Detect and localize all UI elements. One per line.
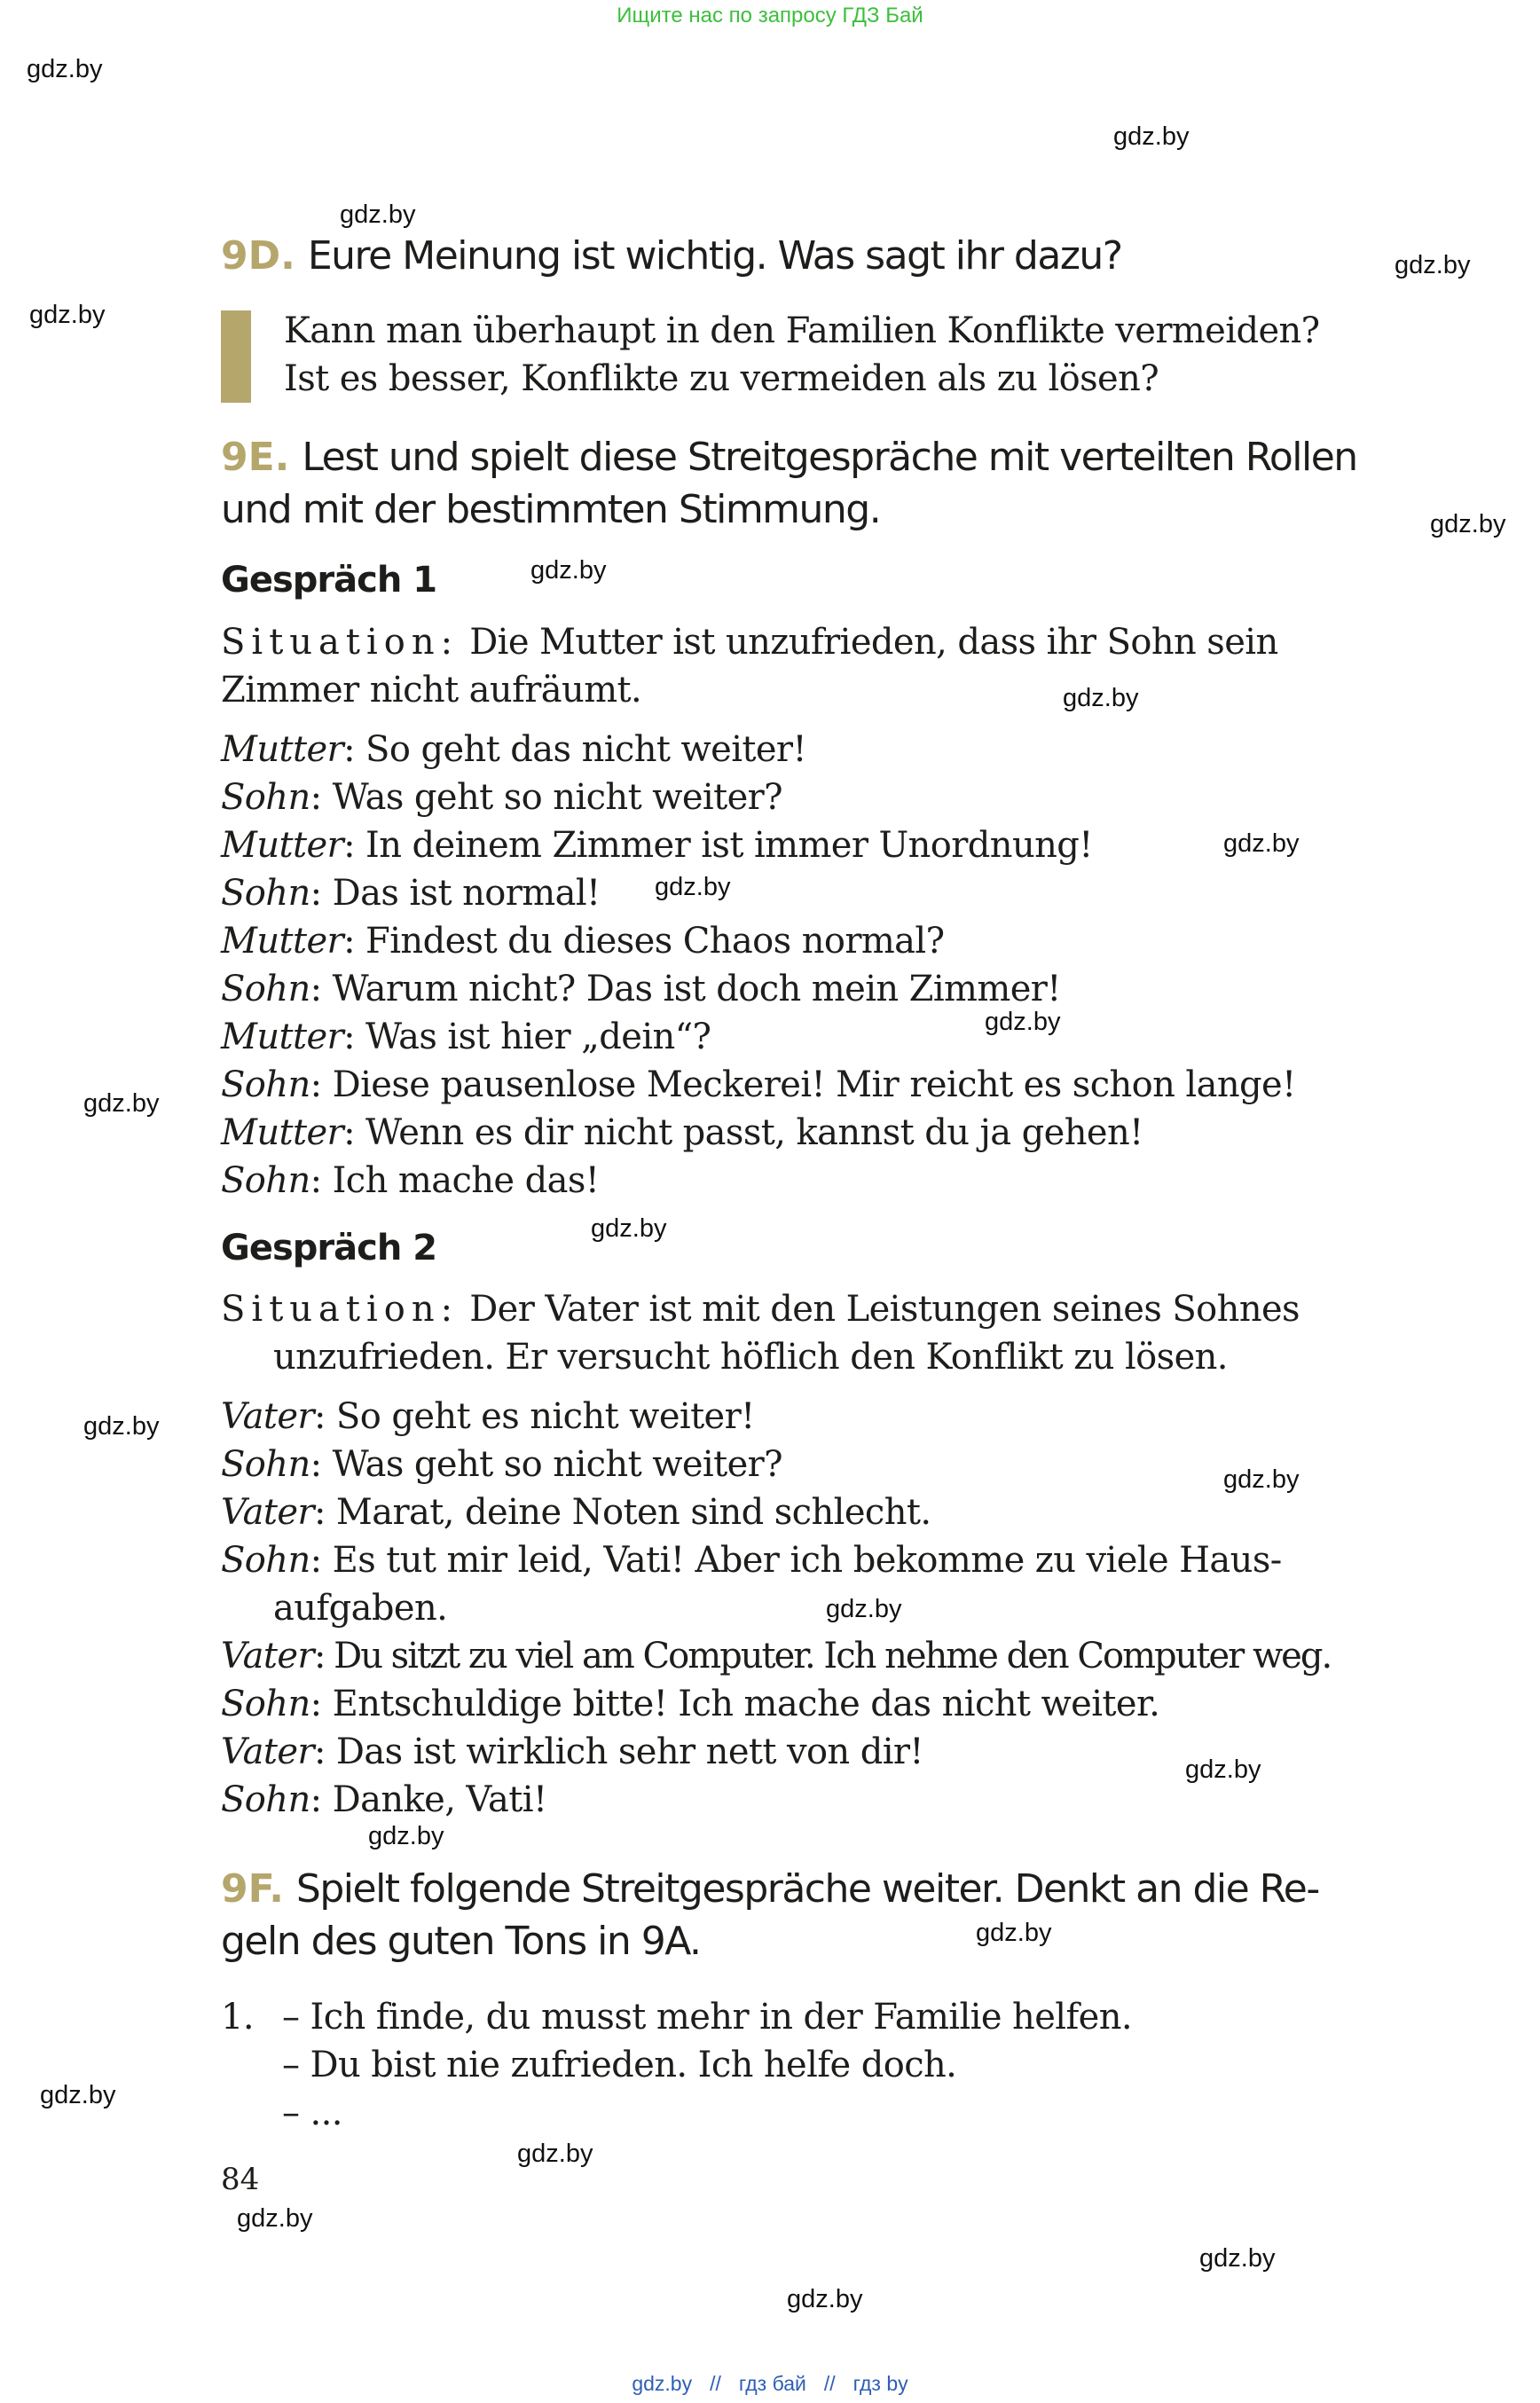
exercise-title-line: Spielt folgende Streitgespräche weiter. Denkt an die Re-	[295, 1866, 1319, 1912]
speaker: Mutter	[221, 1112, 344, 1153]
speaker: Sohn	[221, 1779, 310, 1820]
list-item-number: 1.	[221, 1997, 254, 2038]
watermark: gdz.by	[1430, 510, 1506, 538]
speaker: Mutter	[221, 921, 344, 962]
utterance: : Ich mache das!	[310, 1160, 600, 1201]
dialog-line	[221, 821, 1093, 869]
exercise-number: 9D.	[221, 233, 295, 279]
dialog-line	[221, 1728, 923, 1776]
watermark: gdz.by	[40, 2081, 116, 2109]
utterance: : Es tut mir leid, Vati! Aber ich bekomme zu viele Haus-	[310, 1540, 1282, 1581]
link-gdz-by[interactable]: gdz.by	[632, 2372, 693, 2395]
utterance: : Entschuldige bitte! Ich mache das nicht weiter.	[310, 1684, 1160, 1724]
dialog-line	[221, 1488, 931, 1536]
dialog-line	[221, 869, 600, 917]
dialog-line	[221, 1441, 782, 1488]
situation-line	[221, 618, 1278, 666]
utterance: : Wenn es dir nicht passt, kannst du ja gehen!	[343, 1112, 1143, 1153]
question-line: Ist es besser, Konflikte zu vermeiden als zu lösen?	[284, 358, 1159, 399]
dialog-line: – Ich finde, du musst mehr in der Familie helfen.	[282, 1997, 1133, 2038]
utterance: : Was ist hier „dein“?	[343, 1017, 711, 1057]
exercise-title: Eure Meinung ist wichtig. Was sagt ihr dazu?	[307, 233, 1122, 279]
dialog-line: – Du bist nie zufrieden. Ich helfe doch.	[282, 2045, 957, 2085]
speaker: Sohn	[221, 1160, 310, 1201]
dialog-line	[221, 1157, 599, 1205]
watermark: gdz.by	[27, 55, 103, 83]
watermark: gdz.by	[83, 1089, 160, 1118]
top-banner[interactable]: Ищите нас по запросу ГДЗ Бай	[617, 4, 923, 27]
watermark: gdz.by	[655, 873, 731, 901]
situation-line	[221, 1285, 1300, 1333]
dialog-line	[221, 1393, 755, 1441]
dialog-line	[221, 1013, 711, 1061]
watermark: gdz.by	[29, 301, 106, 329]
situation-label: Situation:	[221, 622, 460, 663]
utterance: : Du sitzt zu viel am Computer. Ich nehme den Computer weg.	[313, 1636, 1332, 1677]
speaker: Sohn	[221, 777, 310, 818]
watermark: gdz.by	[787, 2285, 863, 2313]
exercise-title-line: Lest und spielt diese Streitgespräche mit verteilten Rollen	[302, 435, 1357, 480]
watermark: gdz.by	[591, 1214, 667, 1243]
speaker: Vater	[221, 1636, 314, 1677]
watermark: gdz.by	[1223, 829, 1300, 858]
exercise-number: 9E.	[221, 435, 290, 480]
speaker: Sohn	[221, 969, 310, 1009]
situation-line: Zimmer nicht aufräumt.	[221, 670, 642, 711]
watermark: gdz.by	[368, 1822, 444, 1850]
speaker: Sohn	[221, 873, 310, 914]
speaker: Mutter	[221, 729, 344, 770]
watermark: gdz.by	[985, 1008, 1061, 1036]
dialog-line	[221, 917, 944, 965]
speaker: Vater	[221, 1492, 314, 1533]
speaker: Vater	[221, 1396, 314, 1437]
exercise-9f-heading	[221, 1866, 1319, 1912]
watermark: gdz.by	[237, 2204, 313, 2233]
utterance: : In deinem Zimmer ist immer Unordnung!	[343, 825, 1093, 866]
watermark: gdz.by	[517, 2140, 593, 2168]
speaker: Sohn	[221, 1684, 310, 1724]
situation-text: Der Vater ist mit den Leistungen seines Sohnes	[469, 1289, 1300, 1330]
link-separator: //	[710, 2372, 721, 2395]
utterance: : Was geht so nicht weiter?	[310, 1444, 783, 1485]
dialog-line	[221, 1536, 1282, 1584]
speaker: Mutter	[221, 1017, 344, 1057]
utterance: : Warum nicht? Das ist doch mein Zimmer!	[310, 969, 1061, 1009]
dialog-line	[273, 1584, 447, 1632]
link-separator: //	[823, 2372, 836, 2395]
dialog-line: – ...	[282, 2093, 342, 2133]
situation-text: Die Mutter ist unzufrieden, dass ihr Sohn sein	[469, 622, 1278, 663]
watermark: gdz.by	[976, 1919, 1052, 1947]
watermark: gdz.by	[1185, 1755, 1261, 1784]
dialog-line	[221, 965, 1061, 1013]
utterance: : Marat, deine Noten sind schlecht.	[313, 1492, 931, 1533]
watermark: gdz.by	[1199, 2244, 1276, 2273]
exercise-title-line: geln des guten Tons in 9A.	[221, 1919, 701, 1964]
utterance: : Diese pausenlose Meckerei! Mir reicht es schon lange!	[310, 1064, 1296, 1105]
utterance: : Das ist normal!	[310, 873, 601, 914]
watermark: gdz.by	[1223, 1465, 1300, 1494]
bottom-links	[0, 2372, 1540, 2396]
speaker: Sohn	[221, 1064, 310, 1105]
dialog-line	[221, 1632, 1331, 1680]
speaker: Mutter	[221, 825, 344, 866]
speaker: Sohn	[221, 1540, 310, 1581]
speaker: Vater	[221, 1732, 314, 1772]
dialog-line	[221, 1061, 1296, 1109]
dialog-line	[221, 774, 782, 821]
question-line: Kann man überhaupt in den Familien Konflikte vermeiden?	[284, 310, 1320, 351]
utterance: : So geht das nicht weiter!	[343, 729, 806, 770]
watermark: gdz.by	[1395, 251, 1471, 279]
watermark: gdz.by	[530, 556, 607, 585]
dialog-1-title: Gespräch 1	[221, 560, 437, 601]
watermark: gdz.by	[1113, 122, 1190, 151]
accent-bar	[221, 310, 251, 403]
utterance: : Findest du dieses Chaos normal?	[343, 921, 945, 962]
page-number: 84	[221, 2162, 260, 2197]
dialog-line	[221, 1109, 1143, 1157]
situation-label: Situation:	[221, 1289, 460, 1330]
dialog-line	[221, 1776, 546, 1824]
dialog-2-title: Gespräch 2	[221, 1228, 437, 1268]
dialog-line	[221, 726, 806, 774]
exercise-title-line: und mit der bestimmten Stimmung.	[221, 487, 881, 532]
situation-line: unzufrieden. Er versucht höflich den Konflikt zu lösen.	[273, 1337, 1228, 1378]
utterance: : Was geht so nicht weiter?	[310, 777, 783, 818]
utterance: : Danke, Vati!	[310, 1779, 547, 1820]
utterance: aufgaben.	[273, 1588, 448, 1629]
speaker: Sohn	[221, 1444, 310, 1485]
watermark: gdz.by	[340, 200, 416, 229]
utterance: : Das ist wirklich sehr nett von dir!	[313, 1732, 923, 1772]
link-gdz-bai[interactable]: гдз бай	[738, 2372, 806, 2395]
dialog-line	[221, 1680, 1159, 1728]
link-gdz-by-cyr[interactable]: гдз by	[852, 2372, 908, 2395]
watermark: gdz.by	[1063, 684, 1139, 712]
exercise-9e-heading	[221, 435, 1357, 480]
watermark: gdz.by	[826, 1595, 902, 1623]
exercise-9d-heading	[221, 233, 1122, 279]
exercise-number: 9F.	[221, 1866, 284, 1912]
watermark: gdz.by	[83, 1412, 160, 1441]
utterance: : So geht es nicht weiter!	[313, 1396, 755, 1437]
